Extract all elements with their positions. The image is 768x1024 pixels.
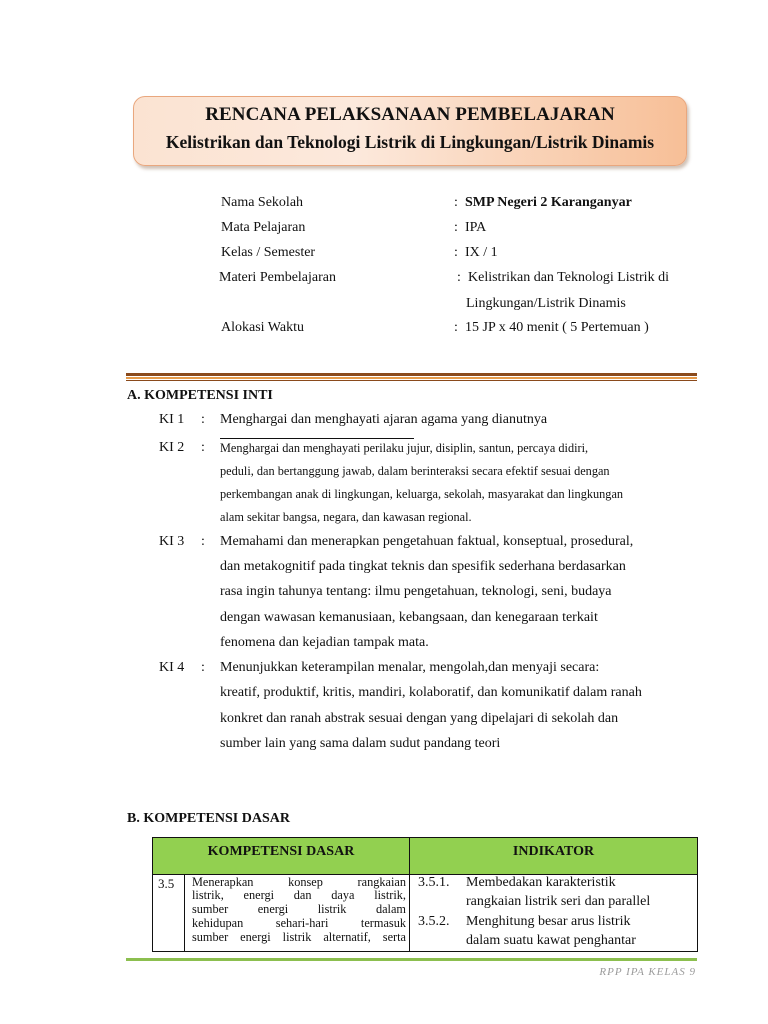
ki-text-line: peduli, dan bertanggung jawab, dalam berinteraksi secara efektif sesuai dengan [220,464,610,478]
footer-label: RPP IPA KELAS 9 [599,966,696,978]
section-b-heading: B. KOMPETENSI DASAR [127,811,290,826]
identity-label-school: Nama Sekolah [221,195,304,210]
ki-text-line: dengan wawasan kemanusiaan, kebangsaan, dan kenegaraan terkait [220,610,598,625]
identity-colon: : [454,245,458,260]
title-box [133,96,687,166]
identity-value-school: SMP Negeri 2 Karanganyar [465,195,632,210]
ki-colon: : [201,534,205,549]
kd-text-line: Menerapkan konsep rangkaian [192,875,406,889]
ki-text-line: Memahami dan menerapkan pengetahuan faktual, konseptual, prosedural, [220,534,634,549]
indicator-text-line: Membedakan karakteristik [466,875,616,890]
indicator-text-line: Menghitung besar arus listrik [466,914,631,929]
kd-table [152,837,698,952]
identity-colon: : [454,195,458,210]
indicator-text-line: rangkaian listrik seri dan parallel [466,894,651,909]
kd-text-line: kehidupan sehari-hari termasuk [192,916,406,930]
ki-text-line: perkembangan anak di lingkungan, keluarga, sekolah, masyarakat dan lingkungan [220,487,624,501]
kd-text-line: listrik, energi dan daya listrik, [192,888,406,902]
indicator-code: 3.5.1. [418,875,450,890]
kd-text-line: sumber energi listrik alternatif, serta [192,930,406,944]
table-header-kd: KOMPETENSI DASAR [153,838,409,875]
table-column-divider [184,875,185,951]
ki-code: KI 1 [159,412,185,427]
ki-text-line: Menghargai dan menghayati perilaku jujur, disiplin, santun, percaya didiri, [220,441,589,455]
ki-colon: : [201,412,205,427]
identity-value-subject: IPA [465,220,487,235]
identity-value-material: Kelistrikan dan Teknologi Listrik di [468,270,669,285]
indicator-text-line: dalam suatu kawat penghantar [466,933,636,948]
ki-code: KI 3 [159,534,185,549]
document-title: RENCANA PELAKSANAAN PEMBELAJARAN [205,104,615,125]
section-a-heading: A. KOMPETENSI INTI [127,388,273,403]
identity-colon: : [457,270,461,285]
ki-colon: : [201,440,205,455]
identity-colon: : [454,220,458,235]
table-column-divider [409,838,410,951]
identity-label-material: Materi Pembelajaran [219,270,337,285]
identity-label-subject: Mata Pelajaran [221,220,306,235]
ki-text-line: sumber lain yang sama dalam sudut pandang teori [220,736,501,751]
ki-code: KI 2 [159,440,185,455]
identity-value-material-cont: Lingkungan/Listrik Dinamis [466,296,626,311]
identity-label-class: Kelas / Semester [221,245,316,260]
ki-text-line: alam sekitar bangsa, negara, dan kawasan regional. [220,510,472,524]
identity-value-time: 15 JP x 40 menit ( 5 Pertemuan ) [465,320,649,335]
kd-number: 3.5 [158,876,175,891]
identity-label-time: Alokasi Waktu [221,320,304,335]
identity-value-class: IX / 1 [465,245,498,260]
kd-text-line: sumber energi listrik dalam [192,902,406,916]
ki-colon: : [201,660,205,675]
indicator-code: 3.5.2. [418,914,450,929]
ki-text-line: Menunjukkan keterampilan menalar, mengolah,dan menyaji secara: [220,660,600,675]
divider-underline [220,438,414,439]
ki-text-line: rasa ingin tahunya tentang: ilmu pengetahuan, teknologi, seni, budaya [220,584,612,599]
table-header-indicator: INDIKATOR [410,838,697,875]
footer-divider [126,958,697,961]
ki-text-line: kreatif, produktif, kritis, mandiri, kolaboratif, dan komunikatif dalam ranah [220,685,642,700]
ki-text-line: konkret dan ranah abstrak sesuai dengan yang dipelajari di sekolah dan [220,711,619,726]
ki-text-line: fenomena dan kejadian tampak mata. [220,635,429,650]
document-subtitle: Kelistrikan dan Teknologi Listrik di Lingkungan/Listrik Dinamis [165,132,655,152]
ki-code: KI 4 [159,660,185,675]
ki-text-line: Menghargai dan menghayati ajaran agama yang dianutnya [220,412,548,427]
ki-text-line: dan metakognitif pada tingkat teknis dan spesifik sederhana berdasarkan [220,559,626,574]
identity-colon: : [454,320,458,335]
